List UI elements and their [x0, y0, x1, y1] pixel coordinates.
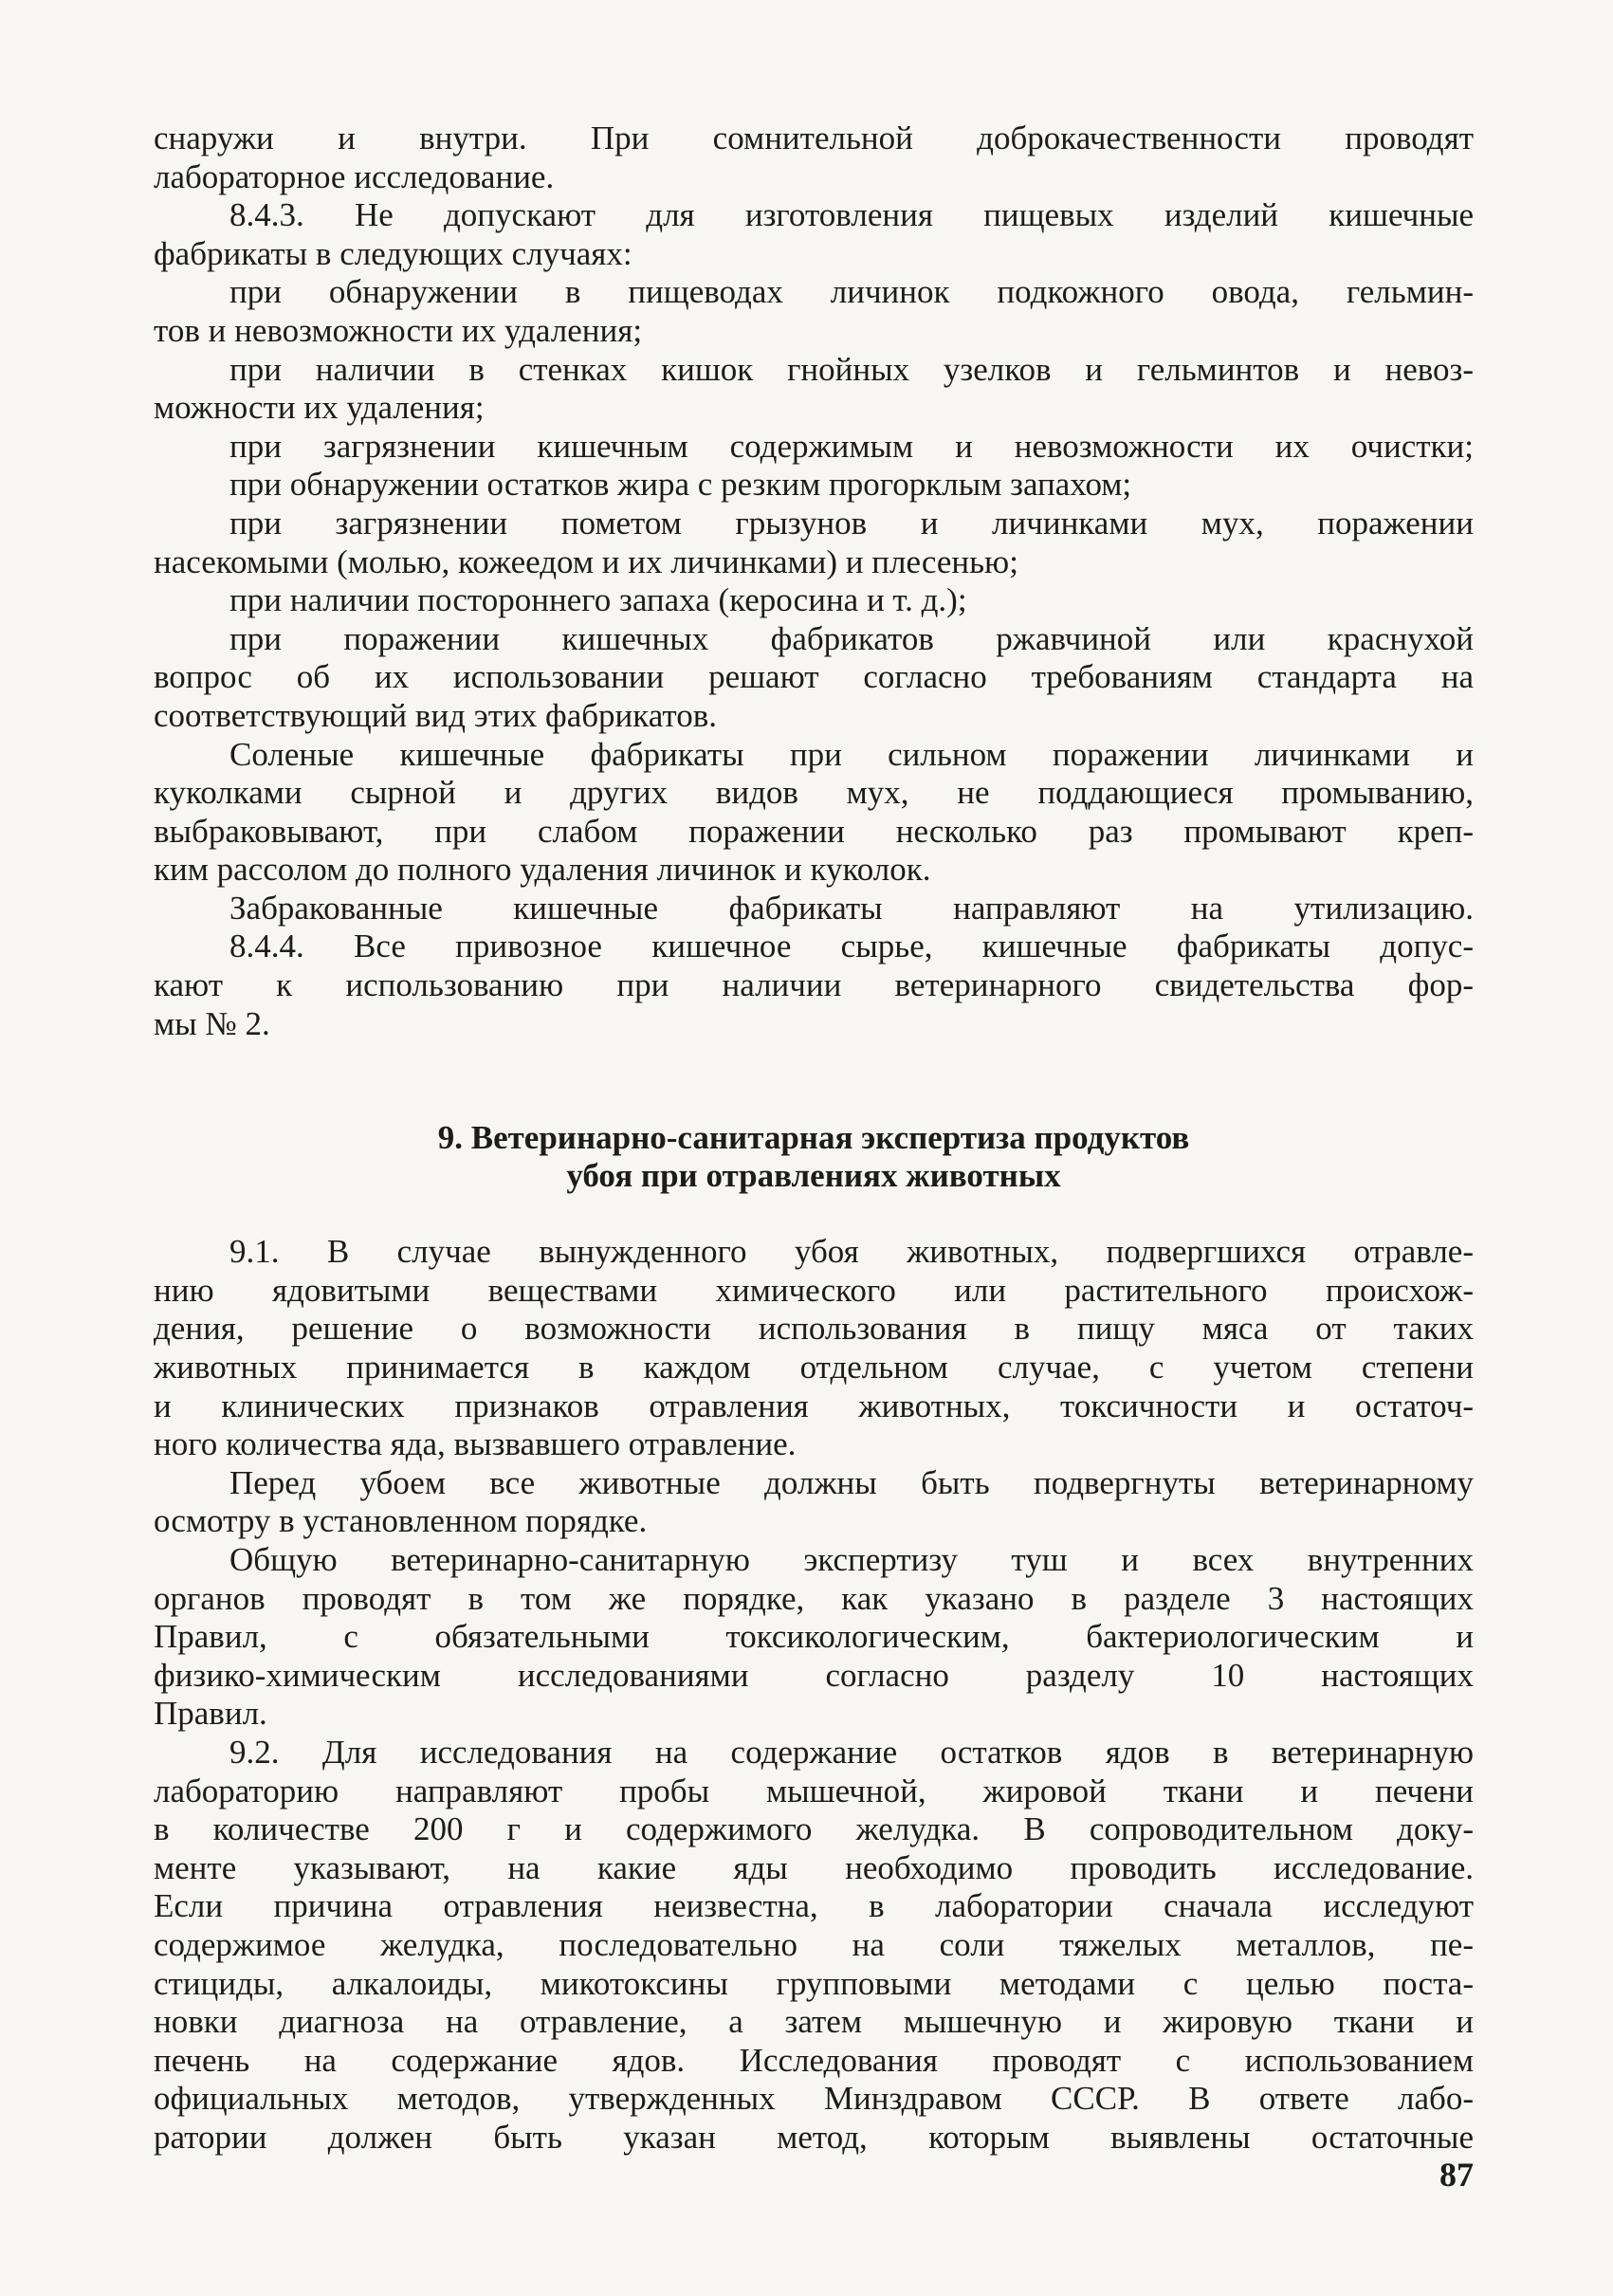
text-line: Соленые кишечные фабрикаты при сильном поражении личинками и: [229, 735, 1474, 773]
text-line: 9.2. Для исследования на содержание остатков ядов в ветеринарную: [229, 1733, 1474, 1771]
salted-paragraph: [154, 736, 1474, 890]
text-line: Забракованные кишечные фабрикаты направляют на утилизацию.: [229, 889, 1474, 927]
text-line: 9.1. В случае вынужденного убоя животных, подвергшихся отравле-: [229, 1233, 1474, 1271]
text-line: можности их удаления;: [154, 389, 485, 427]
case-item: [154, 466, 1474, 505]
text-line: ким рассолом до полного удаления личинок и куколок.: [154, 851, 931, 889]
document-page: [154, 119, 1474, 2158]
heading-line: 9. Ветеринарно-санитарная экспертиза продуктов: [437, 1119, 1190, 1157]
text-line: в количестве 200 г и содержимого желудка. В сопроводительном доку-: [154, 1810, 1474, 1848]
text-line: органов проводят в том же порядке, как указано в разделе 3 настоящих: [154, 1579, 1474, 1617]
text-line: Перед убоем все животные должны быть подвергнуты ветеринарному: [229, 1463, 1474, 1501]
page-number: 87: [1439, 2156, 1474, 2194]
text-line: при обнаружении в пищеводах личинок подкожного овода, гельмин-: [229, 273, 1474, 311]
text-line: 8.4.3. Не допускают для изготовления пищевых изделий кишечные: [229, 196, 1474, 234]
text-line: и клинических признаков отравления животных, токсичности и остаточ-: [154, 1387, 1474, 1424]
case-item: [154, 620, 1474, 736]
text-line: нию ядовитыми веществами химического или растительного происхож-: [154, 1271, 1474, 1309]
text-line: фабрикаты в следующих случаях:: [154, 234, 632, 272]
text-line: при загрязнении кишечным содержимым и невозможности их очистки;: [229, 427, 1474, 465]
case-item: [154, 273, 1474, 350]
text-line: Если причина отравления неизвестна, в лаборатории сначала исследуют: [154, 1887, 1474, 1925]
case-item: [154, 581, 1474, 620]
text-line: печень на содержание ядов. Исследования проводят с использованием: [154, 2041, 1474, 2079]
text-line: Общую ветеринарно-санитарную экспертизу туш и всех внутренних: [229, 1541, 1474, 1578]
text-line: при наличии в стенках кишок гнойных узелков и гельминтов и невоз-: [229, 350, 1474, 388]
text-line: при наличии постороннего запаха (керосина и т. д.);: [229, 581, 967, 619]
paragraph-8-4-3: [154, 196, 1474, 273]
general-exam-paragraph: [154, 1541, 1474, 1734]
paragraph-9-2: [154, 1734, 1474, 2158]
text-line: официальных методов, утвержденных Минздравом СССР. В ответе лабо-: [154, 2080, 1474, 2118]
text-line: животных принимается в каждом отдельном случае, с учетом степени: [154, 1349, 1474, 1387]
text-line: менте указывают, на какие яды необходимо проводить исследование.: [154, 1848, 1474, 1886]
heading-line: убоя при отравлениях животных: [566, 1157, 1061, 1195]
text-line: куколками сырной и других видов мух, не поддающиеся промыванию,: [154, 774, 1474, 812]
text-line: тов и невозможности их удаления;: [154, 311, 643, 349]
text-line: при поражении кишечных фабрикатов ржавчиной или краснухой: [229, 619, 1474, 657]
text-line: лабораторию направляют пробы мышечной, жировой ткани и печени: [154, 1772, 1474, 1809]
text-line: лабораторное исследование.: [154, 157, 555, 195]
text-line: выбраковывают, при слабом поражении несколько раз промывают креп-: [154, 812, 1474, 850]
text-line: снаружи и внутри. При сомнительной доброкачественности проводят: [154, 119, 1474, 156]
text-line: осмотру в установленном порядке.: [154, 1502, 648, 1540]
text-line: при загрязнении пометом грызунов и личинками мух, поражении: [229, 504, 1474, 542]
text-line: насекомыми (молью, кожеедом и их личинками) и плесенью;: [154, 542, 1018, 580]
text-line: соответствующий вид этих фабрикатов.: [154, 696, 717, 734]
text-line: дения, решение о возможности использования в пищу мяса от таких: [154, 1310, 1474, 1348]
text-line: мы № 2.: [154, 1004, 270, 1042]
text-line: Правил, с обязательными токсикологическим, бактериологическим и: [154, 1618, 1474, 1656]
case-item: [154, 351, 1474, 428]
text-line: Правил.: [154, 1695, 267, 1733]
case-item: [154, 505, 1474, 581]
text-line: физико-химическим исследованиями согласно разделу 10 настоящих: [154, 1656, 1474, 1694]
rejected-paragraph: [154, 890, 1474, 928]
case-item: [154, 428, 1474, 467]
before-slaughter-paragraph: [154, 1464, 1474, 1541]
text-line: вопрос об их использовании решают согласно требованиям стандарта на: [154, 658, 1474, 696]
paragraph-9-1: [154, 1233, 1474, 1464]
text-line: ного количества яда, вызвавшего отравление.: [154, 1425, 797, 1463]
text-line: содержимое желудка, последовательно на соли тяжелых металлов, пе-: [154, 1925, 1474, 1963]
text-line: 8.4.4. Все привозное кишечное сырье, кишечные фабрикаты допус-: [229, 928, 1474, 965]
section-heading: [154, 1119, 1474, 1195]
text-line: при обнаружении остатков жира с резким прогорклым запахом;: [229, 466, 1132, 504]
intro-paragraph: [154, 119, 1474, 196]
text-line: ратории должен быть указан метод, которым выявлены остаточные: [154, 2118, 1474, 2156]
text-line: стициды, алкалоиды, микотоксины групповыми методами с целью поста-: [154, 1964, 1474, 2002]
text-line: кают к использованию при наличии ветеринарного свидетельства фор-: [154, 966, 1474, 1004]
paragraph-8-4-4: [154, 928, 1474, 1043]
text-line: новки диагноза на отравление, а затем мышечную и жировую ткани и: [154, 2003, 1474, 2041]
